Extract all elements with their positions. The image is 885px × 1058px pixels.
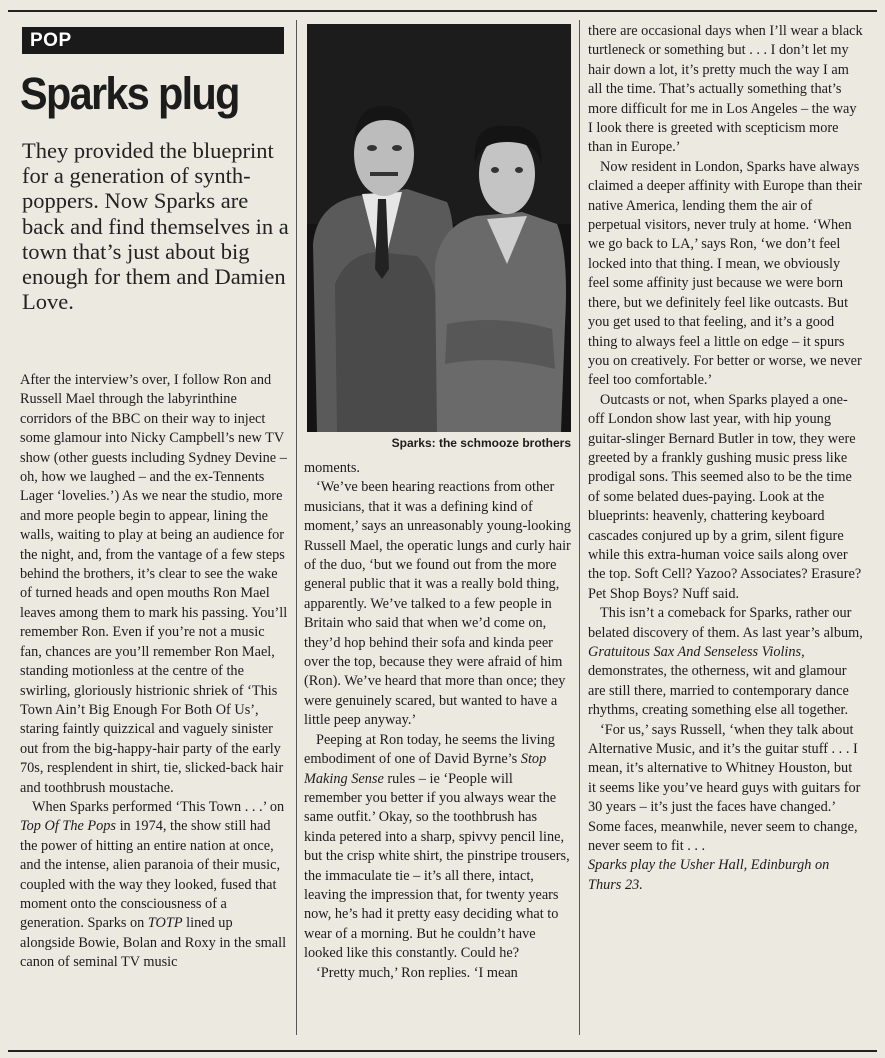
col2-paragraph-2: [304, 731, 572, 964]
col3-paragraph-4: ‘For us,’ says Russell, ‘when they talk about Alternative Music, and it’s the guitar stuff . . . I mean, it’s alternative to Whitney Houston, but it seems like you’ve heard guys with guitars for 30 years – it’s just the faces have changed.’ Some faces, meanwhile, never seem to change, never seem to fit . . .: [588, 721, 861, 855]
col3-p3-text-c: , demonstrates, the otherness, wit and glamour are still there, married to contemporary dance rhythms, creating something else all together.: [588, 644, 849, 719]
section-label: POP: [22, 27, 284, 54]
column-divider-1: [296, 20, 297, 1035]
col2-paragraph-0: moments.: [304, 460, 360, 476]
col1-p2-show-title: Top Of The Pops: [20, 818, 116, 835]
col2-p2-text-a: Peeping at Ron today, he seems the living embodiment of one of David Byrne’s: [304, 731, 555, 768]
band-photo: [307, 24, 571, 432]
col2-paragraph-3: ‘Pretty much,’ Ron replies. ‘I mean: [316, 964, 518, 981]
col3-paragraph-0: there are occasional days when I’ll wear a black turtleneck or something but . . . I don’t let my hair down a lot, it’s pretty much the way I am all the time. That’s actually something that’s more difficult for me in Los Angeles – the way I look there is greeted with scepticism more than in Europe.’: [588, 23, 863, 156]
photo-caption: Sparks: the schmooze brothers: [391, 436, 571, 450]
col3-paragraph-1: Now resident in London, Sparks have always claimed a deeper affinity with Europe than their native America, lending them the air of perpetual visitors, never truly at home. ‘When we go back to LA,’ says Ron, ‘we don’t feel locked into that thing. I mean, we obviously feel some affinity just because we were born there, but we definitely feel like outcasts. But you get used to that feeling, and it’s a good thing to always feel a little on edge – it spurs you on creatively. For better or worse, we never feel too comfortable.’: [588, 158, 863, 389]
col2-p2-text-c: rules – ie ‘People will remember you better if you always wear the same outfit.’ Okay, so the toothbrush has kinda petered into a sharp, spivvy pencil line, but the crisp white shirt, the pinstripe trousers, the immaculate tie – it’s all there, intact, leaving the impression that, for twenty years now, he’s had it pretty easy deciding what to wear of a morning. But he couldn’t have looked like this constantly. Could he?: [304, 770, 570, 962]
headline: Sparks plug: [20, 68, 239, 119]
column-3: [588, 22, 863, 895]
col1-p2-text-c: in 1974, the show still had the power of hitting an entire nation at once, and the intense, alien paranoia of their music, coupled with the way they looked, fused that moment onto the consciousness of a generation. Sparks on: [20, 818, 281, 932]
standfirst: They provided the blueprint for a generation of synth-poppers. Now Sparks are back and find themselves in a town that’s just about big enough for them and Damien Love.: [22, 138, 289, 315]
col1-p2-text-e: lined up alongside Bowie, Bolan and Roxy in the small canon of seminal TV music: [20, 915, 287, 971]
column-1: [20, 371, 288, 973]
col2-paragraph-1: ‘We’ve been hearing reactions from other musicians, that it was a defining kind of moment,’ says an unreasonably young-looking Russell Mael, the operatic lungs and curly hair of the duo, ‘but we found out from the more general public that it was a really bold thing, apparently. We’ve talked to a few people in Britain who said that when we’d come on, they’d hop behind their sofa and kinda peer over the top, because they were afraid of him (Ron). We’ve heard that more than once; they were genuinely scared, but wanted to have a little peep anyway.’: [304, 479, 571, 729]
col3-paragraph-3: [588, 604, 863, 720]
col1-paragraph-2: [20, 798, 288, 973]
gig-listing: Sparks play the Usher Hall, Edinburgh on Thurs 23.: [588, 857, 830, 893]
col3-p3-text-a: This isn’t a comeback for Sparks, rather our belated discovery of them. As last year’s album,: [588, 605, 863, 641]
sparks-photo-illustration: [307, 24, 571, 432]
column-2: [304, 459, 572, 983]
top-rule: [8, 10, 877, 12]
column-divider-2: [579, 20, 580, 1035]
col1-paragraph-1: After the interview’s over, I follow Ron and Russell Mael through the labyrinthine corridors of the BBC on their way to inject some glamour into Nicky Campbell’s new TV show (other guests including Sydney Devine – oh, how we laughed – and the ex-Tennents Lager ‘lovelies.’) As we near the studio, more and more people begin to appear, lining the walls, waiting to play at being an audience for the night, and, from the vantage of a few steps behind the brothers, it’s clear to see the wake of turned heads and open mouths Ron Mael leaves among them to mark his passing. You’ll remember Ron. Even if you’re not a music fan, chances are you’ll remember Ron Mael, standing motionless at the centre of the swirling, gloriously histrionic shriek of ‘This Town Ain’t Big Enough For Both Of Us’, staring faintly quizzical and vaguely sinister out from the big-happy-hair party of the early 70s, resplendent in shirt, tie, slicked-back hair and toothbrush moustache.: [20, 372, 288, 796]
col2-p2-film-title: Stop Making Sense: [304, 751, 547, 787]
col1-p2-totp: TOTP: [147, 915, 183, 932]
col1-p2-text-a: When Sparks performed ‘This Town . . .’ on: [32, 798, 285, 815]
col3-p3-album-title: Gratuitous Sax And Senseless Violins: [588, 644, 802, 660]
col3-paragraph-2: Outcasts or not, when Sparks played a one-off London show last year, with hip young guitar-slinger Bernard Butler in tow, they were greeted by a frankly gushing music press like prodigal sons. This seemed also to be the time of some belated dues-paying. Look at the blueprints: heavenly, chattering keyboard cascades conjured up by a grim, silent figure while this extra-human voice sails along over the top. Soft Cell? Yazoo? Associates? Erasure? Pet Shop Boys? Nuff said.: [588, 391, 862, 602]
bottom-rule: [8, 1050, 877, 1052]
